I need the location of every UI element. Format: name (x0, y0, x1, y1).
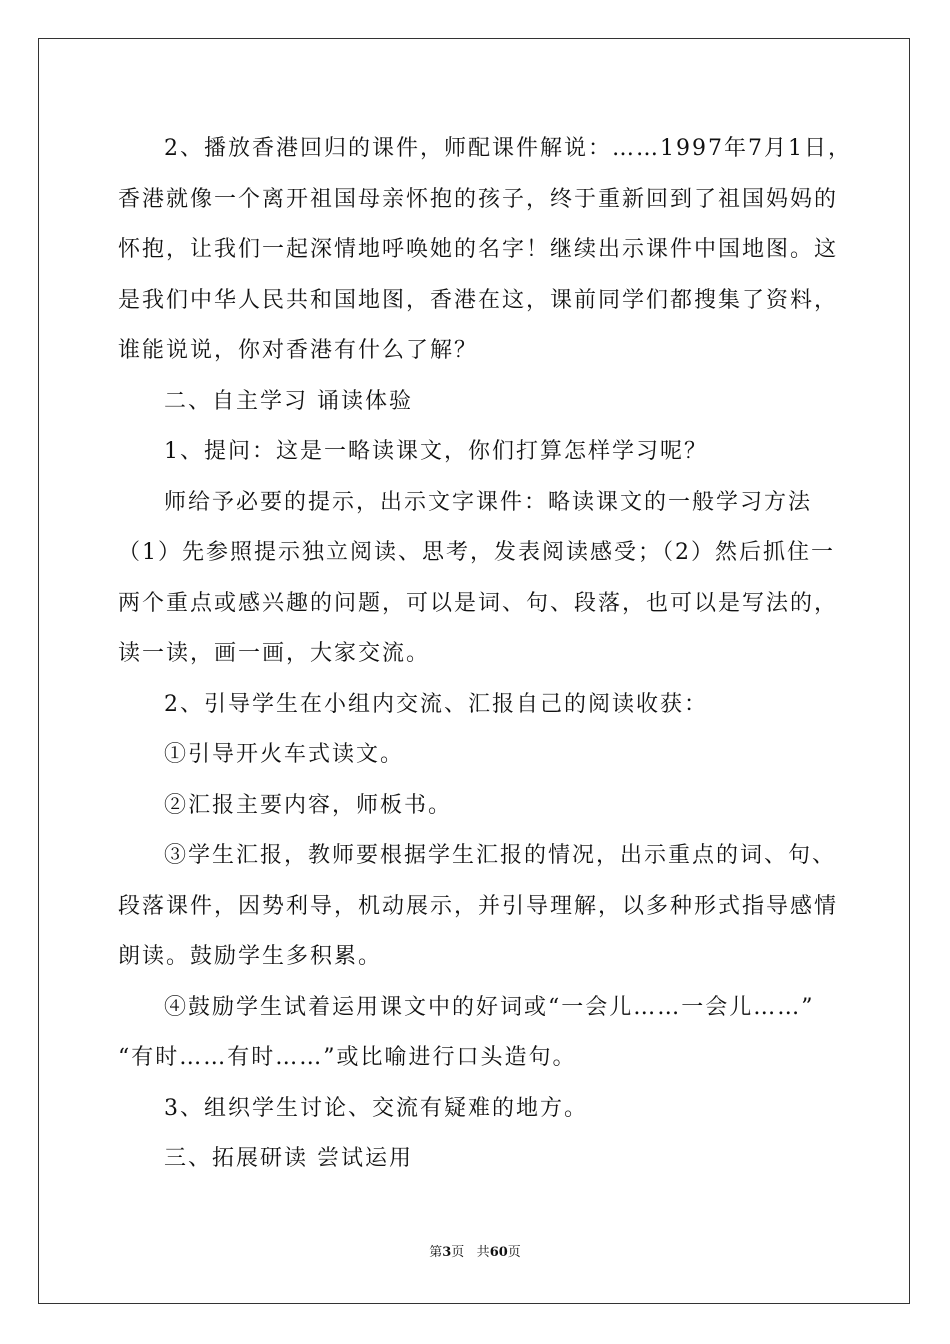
text-line: 段落课件，因势利导，机动展示，并引导理解，以多种形式指导感情 (118, 893, 839, 919)
list-item (118, 983, 838, 1084)
text-line: 读一读，画一画，大家交流。 (118, 641, 431, 666)
section-heading-self-study (118, 377, 838, 428)
total-suffix: 页 (507, 1245, 521, 1260)
text-line: ①引导开火车式读文。 (164, 742, 405, 767)
text-line: 怀抱，让我们一起深情地呼唤她的名字！继续出示课件中国地图。这 (118, 237, 839, 262)
paragraph-broadcast (118, 124, 852, 377)
text-line: （1）先参照提示独立阅读、思考，发表阅读感受；（2）然后抓住一 (118, 540, 835, 565)
text-line: 二、自主学习 诵读体验 (164, 388, 413, 414)
document-body (118, 124, 852, 1185)
text-line: 谁能说说，你对香港有什么了解？ (118, 338, 479, 363)
page-footer (0, 1243, 950, 1263)
text-line: 朗读。鼓励学生多积累。 (118, 944, 383, 969)
text-line: 2、播放香港回归的课件，师配课件解说：……1997年7月1日， (164, 136, 852, 161)
page-suffix: 页 (451, 1245, 465, 1260)
total-pages: 60 (489, 1245, 508, 1260)
section-heading-extension (118, 1134, 838, 1185)
paragraph-question (118, 427, 838, 478)
text-line: ④鼓励学生试着运用课文中的好词或“一会儿……一会儿……” (164, 994, 815, 1020)
paragraph-tips (118, 478, 838, 680)
page-prefix: 第 (429, 1245, 443, 1260)
total-prefix: 共 (476, 1245, 490, 1260)
text-line: ③学生汇报，教师要根据学生汇报的情况，出示重点的词、句、 (164, 843, 837, 868)
text-line: 是我们中华人民共和国地图，香港在这，课前同学们都搜集了资料， (118, 287, 839, 313)
list-item (118, 730, 838, 781)
text-line: 2、引导学生在小组内交流、汇报自己的阅读收获： (164, 691, 708, 717)
text-line: 1、提问：这是一略读课文，你们打算怎样学习呢？ (164, 439, 708, 464)
page-number: 3 (442, 1245, 452, 1260)
text-line: “有时……有时……”或比喻进行口头造句。 (118, 1045, 577, 1070)
text-line: 两个重点或感兴趣的问题，可以是词、句、段落，也可以是写法的， (118, 590, 839, 616)
text-line: ②汇报主要内容，师板书。 (164, 792, 453, 818)
text-line: 香港就像一个离开祖国母亲怀抱的孩子，终于重新回到了祖国妈妈的 (118, 186, 839, 212)
paragraph-discussion (118, 1084, 838, 1135)
text-line: 3、组织学生讨论、交流有疑难的地方。 (164, 1095, 588, 1121)
text-line: 三、拓展研读 尝试运用 (164, 1146, 413, 1171)
paragraph-group-report (118, 680, 838, 731)
list-item (118, 831, 838, 983)
list-item (118, 781, 838, 832)
text-line: 师给予必要的提示，出示文字课件：略读课文的一般学习方法 (164, 489, 813, 515)
